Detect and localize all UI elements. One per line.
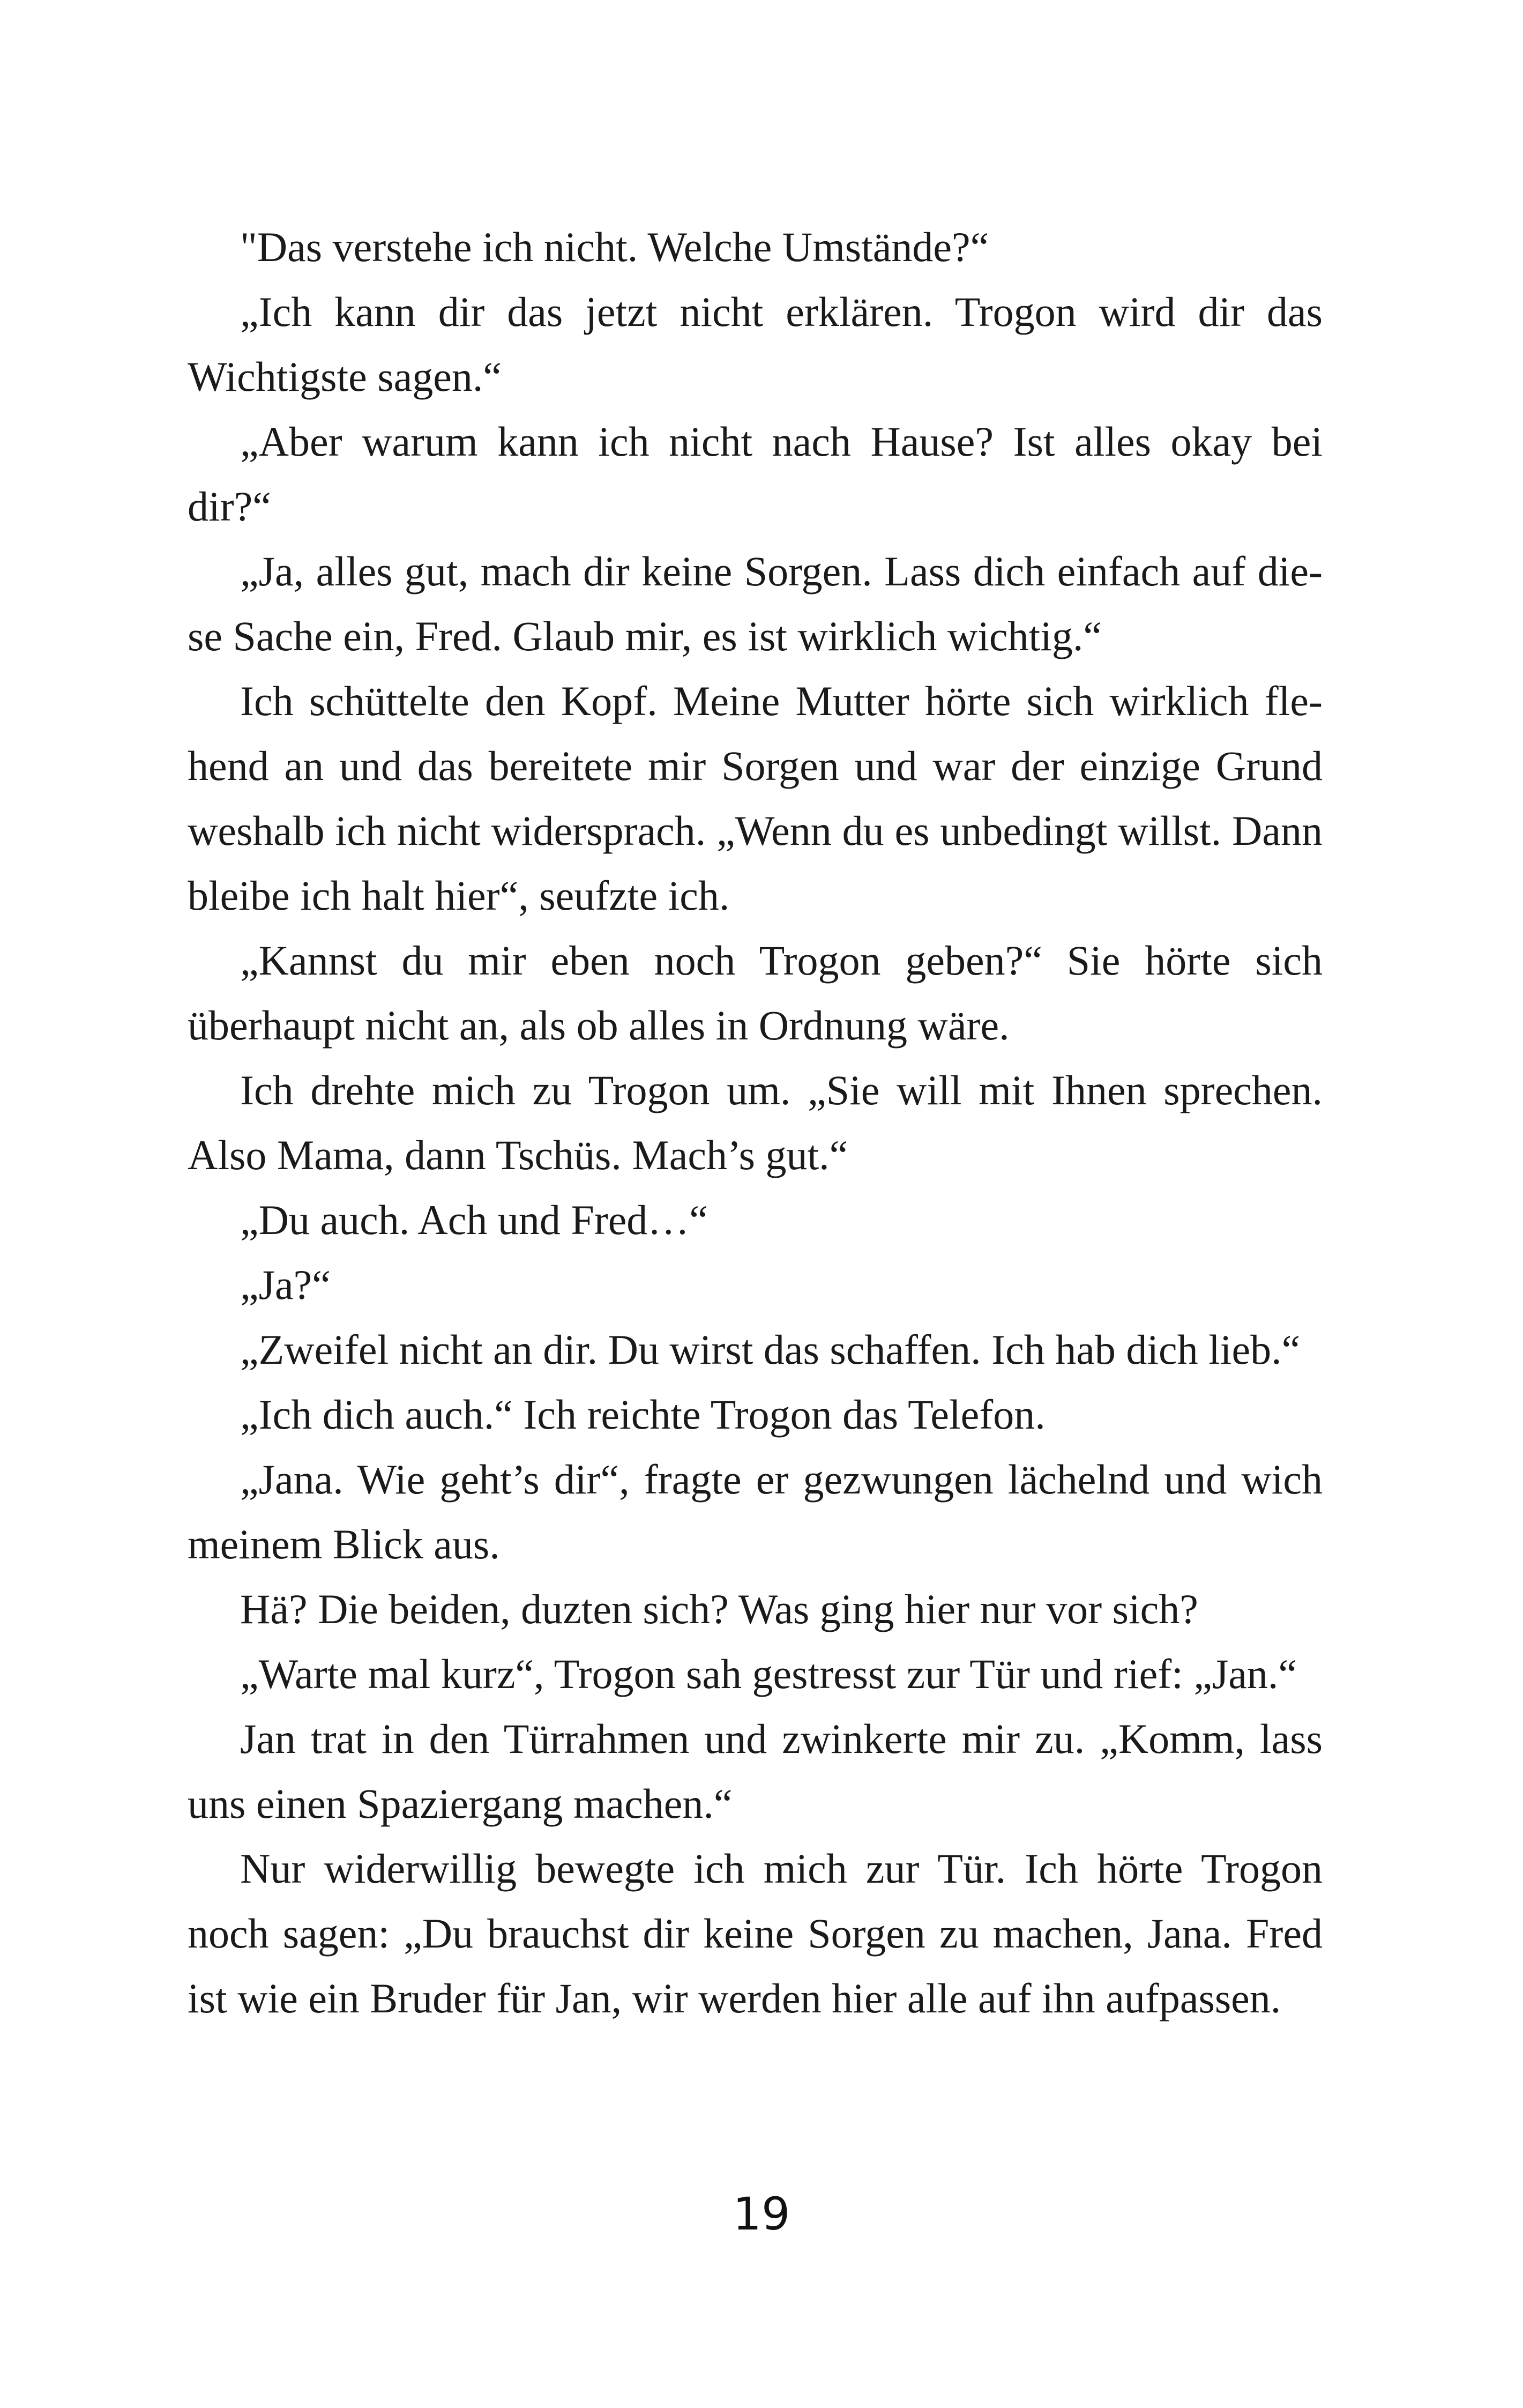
paragraph: „Ja, alles gut, mach dir keine Sorgen. Lass dich einfach auf diese Sache ein, Fred. Glaub mir, es ist wirklich wichtig.“ <box>188 548 1323 659</box>
paragraph: Nur widerwillig bewegte ich mich zur Tür. Ich hörte Trogon noch sagen: „Du brauchst dir keine Sorgen zu machen, Jana. Fred ist wie ein Bruder für Jan, wir werden hier alle auf ihn aufpassen. <box>188 1845 1323 2021</box>
paragraph: „Warte mal kurz“, Trogon sah gestresst zur Tür und rief: „Jan.“ <box>240 1651 1297 1697</box>
paragraph: Hä? Die beiden, duzten sich? Was ging hier nur vor sich? <box>240 1586 1198 1632</box>
page-number: 19 <box>733 2188 790 2240</box>
paragraph: „Ich kann dir das jetzt nicht erklären. Trogon wird dir das Wichtigste sagen.“ <box>188 288 1323 400</box>
paragraph: „Ich dich auch.“ Ich reichte Trogon das Telefon. <box>240 1391 1046 1438</box>
paragraph: „Kannst du mir eben noch Trogon geben?“ Sie hörte sich überhaupt nicht an, als ob alles in Ordnung wäre. <box>188 937 1323 1049</box>
paragraph: „Ja?“ <box>240 1261 331 1308</box>
paragraph: Ich drehte mich zu Trogon um. „Sie will mit Ihnen sprechen. Also Mama, dann Tschüs. Mach’s gut.“ <box>188 1067 1323 1178</box>
paragraph: Ich schüttelte den Kopf. Meine Mutter hörte sich wirklich flehend an und das bereitete mir Sorgen und war der einzige Grund weshalb ich nicht widersprach. „Wenn du es unbedingt willst. Dann bleibe ich halt hier“, seufzte ich. <box>188 678 1323 919</box>
paragraph: „Aber warum kann ich nicht nach Hause? Ist alles okay bei dir?“ <box>188 418 1323 530</box>
paragraph: „Jana. Wie geht’s dir“, fragte er gezwungen lächelnd und wich meinem Blick aus. <box>188 1456 1323 1567</box>
body-text <box>188 214 1323 2031</box>
paragraph: „Du auch. Ach und Fred…“ <box>240 1196 708 1243</box>
paragraph: „Zweifel nicht an dir. Du wirst das schaffen. Ich hab dich lieb.“ <box>240 1326 1301 1373</box>
paragraph: "Das verstehe ich nicht. Welche Umstände?“ <box>240 224 989 270</box>
paragraph: Jan trat in den Türrahmen und zwinkerte mir zu. „Komm, lass uns einen Spaziergang machen.“ <box>188 1715 1323 1827</box>
